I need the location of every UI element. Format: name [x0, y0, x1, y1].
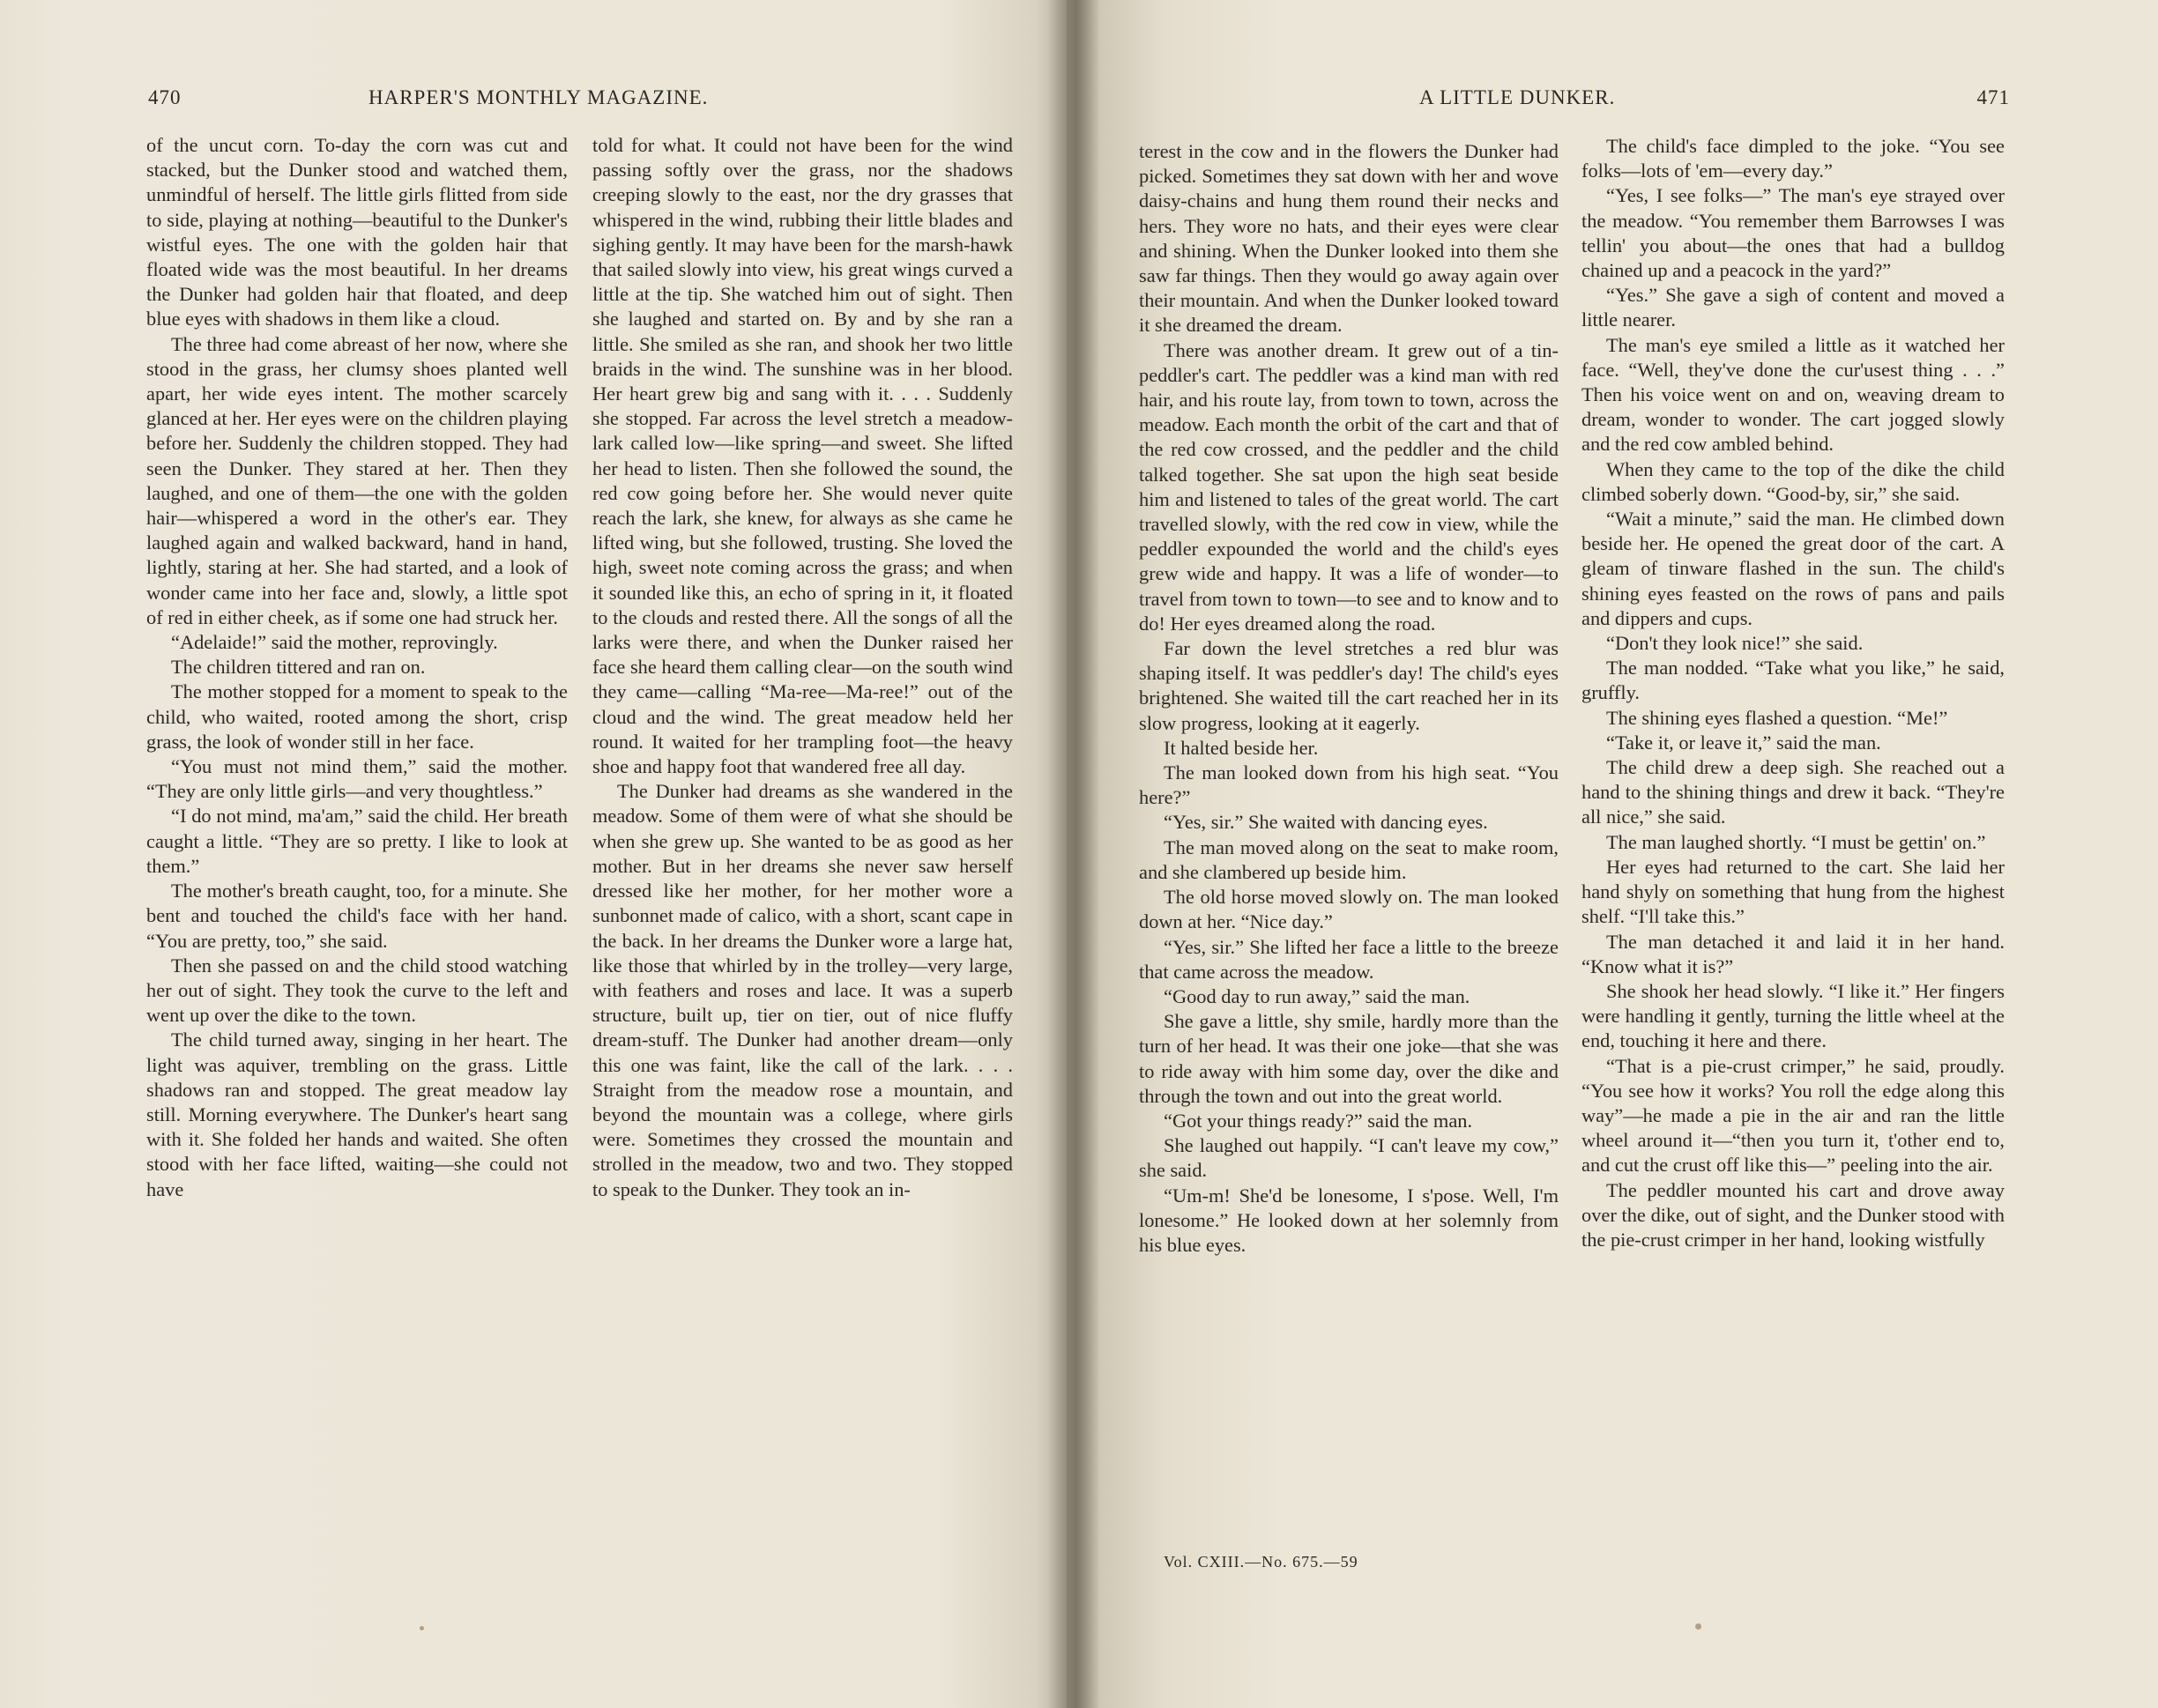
paragraph: “Yes.” She gave a sigh of content and moved a little nearer.: [1581, 284, 2005, 331]
text-column: [1581, 134, 2005, 1252]
paragraph: told for what. It could not have been for the wind passing softly over the grass, nor the shadows creeping slowly to the east, nor the dry grasses that whispered in the wind, rubbing their little blades and sighing gently. It may have been for the marsh-hawk that sailed slowly into view, his great wings curved a little at the tip. She watched him out of sight. Then she laughed and started on. By and by she ran a little. She smiled as she ran, and shook her two little braids in the wind. The sunshine was in her blood. Her heart grew big and sang with it. . . . Suddenly she stopped. Far across the level stretch a meadow-lark called low—like spring—and sweet. She lifted her head to listen. Then she followed the sound, the red cow going before her. She would never quite reach the lark, she knew, for always as she came he lifted wing, but she followed, trusting. She loved the high, sweet note coming across the grass; and when it sounded like this, an echo of spring in it, it floated to the clouds and rested there. All the songs of all the larks were there, and when the Dunker raised her face she heard them calling clear—on the south wind they came—calling “Ma-ree—Ma-ree!” out of the cloud and the wind. The great meadow held her round. It waited for her trampling foot—the heavy shoe and happy foot that wandered free all day.: [592, 134, 1013, 778]
paragraph: of the uncut corn. To-day the corn was cut and stacked, but the Dunker stood and watched them, unmindful of herself. The little girls flitted from side to side, playing at nothing—beautiful to the Dunker's wistful eyes. The one with the golden hair that floated wide was the most beautiful. In her dreams the Dunker had golden hair that floated, and deep blue eyes with shadows in them like a cloud.: [146, 134, 568, 330]
paragraph: The child drew a deep sigh. She reached out a hand to the shining things and drew it back. “They're all nice,” she said.: [1581, 756, 2005, 828]
paragraph: Then she passed on and the child stood watching her out of sight. They took the curve to the left and went up over the dike to the town.: [146, 954, 568, 1027]
right-page: [1067, 0, 2158, 1708]
paragraph: She laughed out happily. “I can't leave my cow,” she said.: [1139, 1134, 1559, 1182]
volume-footer: Vol. CXIII.—No. 675.—59: [1164, 1553, 1358, 1571]
paragraph: “Yes, I see folks—” The man's eye strayed over the meadow. “You remember them Barrowses I was tellin' you about—the ones that had a bulldog chained up and a peacock in the yard?”: [1581, 184, 2005, 282]
text-column: [146, 133, 568, 1202]
paragraph: The man detached it and laid it in her hand. “Know what it is?”: [1581, 930, 2005, 977]
page-number: 471: [1976, 86, 2010, 108]
running-head-right: [1067, 86, 2158, 118]
paragraph: There was another dream. It grew out of a tin-peddler's cart. The peddler was a kind man with red hair, and his route lay, from town to town, across the meadow. Each month the orbit of the cart and that of the red cow crossed, and the peddler and the child talked together. She sat upon the high seat beside him and listened to tales of the great world. The cart travelled slowly, with the red cow in view, while the peddler expounded the world and the child's eyes grew wide and happy. It was a life of wonder—to travel from town to town—to see and to know and to do! Her eyes dreamed along the road.: [1139, 338, 1559, 635]
running-head-title: HARPER'S MONTHLY MAGAZINE.: [368, 86, 709, 108]
paragraph: “That is a pie-crust crimper,” he said, proudly. “You see how it works? You roll the edge along this way”—he made a pie in the air and ran the little wheel around it—“then you turn it, t'other end to, and cut the crust off like this—” peeling into the air.: [1581, 1054, 2005, 1177]
paragraph: “Yes, sir.” She lifted her face a little to the breeze that came across the meadow.: [1139, 935, 1559, 983]
paragraph: The old horse moved slowly on. The man looked down at her. “Nice day.”: [1139, 886, 1559, 933]
left-page: [0, 0, 1067, 1708]
paragraph: The child turned away, singing in her heart. The light was aquiver, trembling on the grass. Little shadows ran and stopped. The great meadow lay still. Morning everywhere. The Dunker's heart sang with it. She folded her hands and waited. She often stood with her face lifted, waiting—she could not have: [146, 1029, 568, 1200]
paragraph: It halted beside her.: [1164, 736, 1319, 759]
running-head-title: A LITTLE DUNKER.: [1419, 86, 1616, 108]
paragraph: The man looked down from his high seat. “You here?”: [1139, 761, 1559, 809]
paper-speck: [1695, 1623, 1701, 1630]
paragraph: The shining eyes flashed a question. “Me!”: [1606, 706, 1948, 729]
paragraph: “Good day to run away,” said the man.: [1164, 984, 1470, 1007]
paragraph: “Yes, sir.” She waited with dancing eyes.: [1164, 811, 1488, 834]
paragraph: The children tittered and ran on.: [171, 656, 426, 679]
paragraph: “Don't they look nice!” she said.: [1606, 632, 1864, 655]
page-number: 470: [148, 86, 182, 108]
paragraph: When they came to the top of the dike the child climbed soberly down. “Good-by, sir,” she said.: [1581, 457, 2005, 505]
paragraph: Her eyes had returned to the cart. She laid her hand shyly on something that hung from the highest shelf. “I'll take this.”: [1581, 855, 2005, 928]
paragraph: The three had come abreast of her now, where she stood in the grass, her clumsy shoes planted well apart, her wide eyes intent. The mother scarcely glanced at her. Her eyes were on the children playing before her. Suddenly the children stopped. They had seen the Dunker. They stared at her. Then they laughed, and one of them—the one with the golden hair—whispered a word in the other's ear. They laughed again and walked backward, hand in hand, lightly, staring at her. She had started, and a look of wonder came into her face and, slowly, a little spot of red in either cheek, as if some one had struck her.: [146, 332, 568, 628]
paragraph: The man nodded. “Take what you like,” he said, gruffly.: [1581, 657, 2005, 704]
paper-speck: [420, 1626, 424, 1630]
paragraph: terest in the cow and in the flowers the Dunker had picked. Sometimes they sat down with her and wove daisy-chains and hung them round their necks and hers. They wore no hats, and their eyes were clear and shining. When the Dunker looked into them she saw far things. Then they would go away again over their mountain. And when the Dunker looked toward it she dreamed the dream.: [1139, 140, 1559, 337]
paragraph: “Take it, or leave it,” said the man.: [1606, 731, 1881, 754]
paragraph: Far down the level stretches a red blur was shaping itself. It was peddler's day! The child's eyes brightened. She waited till the cart reached her in its slow progress, looking at it eagerly.: [1139, 637, 1559, 734]
paragraph: She gave a little, shy smile, hardly more than the turn of her head. It was their one joke—that she was to ride away with him some day, over the dike and through the town and out into the great world.: [1139, 1010, 1559, 1107]
paragraph: The Dunker had dreams as she wandered in the meadow. Some of them were of what she should be when she grew up. She wanted to be as good as her mother. But in her dreams she never saw herself dressed like her mother, for her mother wore a sunbonnet made of calico, with a short, scant cape in the back. In her dreams the Dunker wore a large hat, like those that whirled by in the trolley—very large, with feathers and roses and lace. It was a superb structure, built up, tier on tier, out of nice fluffy dream-stuff. The Dunker had another dream—only this one was faint, like the call of the lark. . . . Straight from the meadow rose a mountain, and beyond the mountain was a college, where girls were. Sometimes they crossed the mountain and strolled in the meadow, two and two. They stopped to speak to the Dunker. They took an in-: [592, 780, 1013, 1200]
paragraph: “Um-m! She'd be lonesome, I s'pose. Well, I'm lonesome.” He looked down at her solemnly from his blue eyes.: [1139, 1184, 1559, 1256]
paragraph: The peddler mounted his cart and drove away over the dike, out of sight, and the Dunker stood with the pie-crust crimper in her hand, looking wistfully: [1581, 1178, 2005, 1251]
paragraph: She shook her head slowly. “I like it.” Her fingers were handling it gently, turning the little wheel at the end, touching it here and there.: [1581, 979, 2005, 1052]
text-column: [1139, 139, 1559, 1258]
paragraph: The man moved along on the seat to make room, and she clambered up beside him.: [1139, 835, 1559, 883]
paragraph: “Adelaide!” said the mother, reprovingly.: [171, 631, 498, 654]
paragraph: “Got your things ready?” said the man.: [1164, 1109, 1473, 1132]
text-column: [592, 133, 1013, 1202]
paragraph: “Wait a minute,” said the man. He climbed down beside her. He opened the great door of the cart. A gleam of tinware flashed in the sun. The child's shining eyes feasted on the rows of pans and pails and dippers and cups.: [1581, 508, 2005, 629]
paragraph: The child's face dimpled to the joke. “You see folks—lots of 'em—every day.”: [1581, 135, 2005, 182]
paragraph: The man laughed shortly. “I must be gettin' on.”: [1606, 830, 1986, 853]
paragraph: The man's eye smiled a little as it watched her face. “Well, they've done the cur'usest thing . . .” Then his voice went on and on, weaving dream to dream, wonder to wonder. The cart jogged slowly and the red cow ambled behind.: [1581, 333, 2005, 456]
running-head-left: [0, 86, 1067, 118]
paragraph: The mother stopped for a moment to speak to the child, who waited, rooted among the short, crisp grass, the look of wonder still in her face.: [146, 680, 568, 753]
paragraph: “I do not mind, ma'am,” said the child. Her breath caught a little. “They are so pretty. I like to look at them.”: [146, 805, 568, 877]
paragraph: The mother's breath caught, too, for a minute. She bent and touched the child's face with her hand. “You are pretty, too,” she said.: [146, 880, 568, 952]
paragraph: “You must not mind them,” said the mother. “They are only little girls—and very thoughtless.”: [146, 755, 568, 803]
